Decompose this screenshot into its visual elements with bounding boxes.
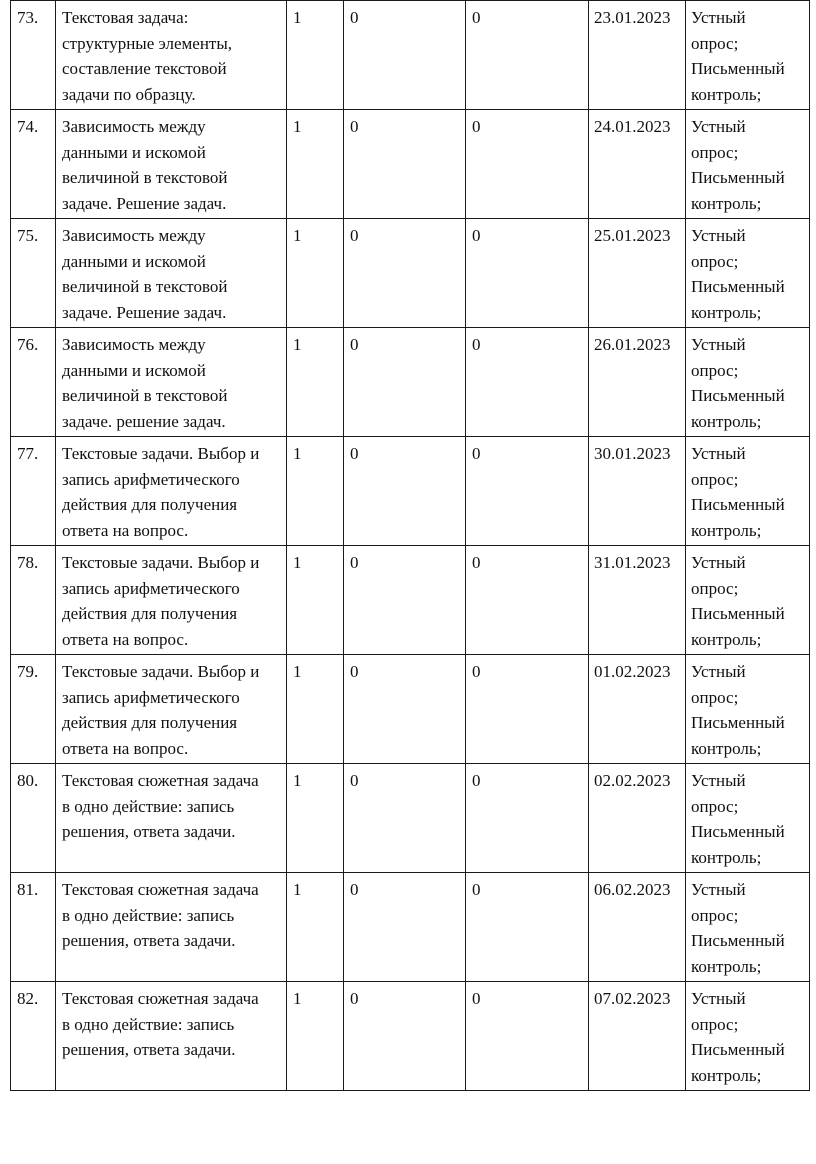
table-row — [11, 982, 810, 1091]
hours-practical-work: 0 — [466, 655, 589, 764]
control-form-line: Устный — [691, 117, 746, 136]
lesson-date: 07.02.2023 — [589, 982, 686, 1091]
lesson-topic-line: запись арифметического — [62, 469, 240, 489]
hours-control-work: 0 — [344, 328, 466, 437]
lesson-topic — [56, 982, 287, 1091]
control-form-line: контроль; — [691, 84, 762, 104]
lesson-plan-body — [11, 1, 810, 1091]
lesson-date: 24.01.2023 — [589, 110, 686, 219]
lesson-date: 23.01.2023 — [589, 1, 686, 110]
lesson-number: 75. — [11, 219, 56, 328]
hours-practical-work: 0 — [466, 764, 589, 873]
table-row — [11, 1, 810, 110]
lesson-topic-line: Зависимость между — [62, 226, 206, 245]
lesson-number: 73. — [11, 1, 56, 110]
control-form — [686, 982, 810, 1091]
control-form-line: Устный — [691, 771, 746, 790]
hours-total: 1 — [287, 110, 344, 219]
control-form-line: Устный — [691, 335, 746, 354]
hours-control-work: 0 — [344, 437, 466, 546]
lesson-number: 79. — [11, 655, 56, 764]
hours-practical-work: 0 — [466, 546, 589, 655]
control-form-line: опрос; — [691, 360, 739, 380]
lesson-number: 77. — [11, 437, 56, 546]
lesson-topic-line: данными и искомой — [62, 360, 206, 380]
lesson-topic-line: данными и искомой — [62, 142, 206, 162]
table-row — [11, 437, 810, 546]
lesson-topic-line: решения, ответа задачи. — [62, 1040, 236, 1060]
lesson-number: 74. — [11, 110, 56, 219]
control-form-line: Письменный — [691, 168, 785, 188]
lesson-date: 02.02.2023 — [589, 764, 686, 873]
control-form — [686, 219, 810, 328]
lesson-date: 01.02.2023 — [589, 655, 686, 764]
lesson-topic-line: величиной в текстовой — [62, 168, 228, 188]
lesson-topic-line: запись арифметического — [62, 578, 240, 598]
control-form-line: опрос; — [691, 578, 739, 598]
control-form — [686, 546, 810, 655]
table-row — [11, 873, 810, 982]
lesson-topic — [56, 110, 287, 219]
control-form — [686, 1, 810, 110]
lesson-topic-line: в одно действие: запись — [62, 1014, 235, 1034]
hours-total: 1 — [287, 655, 344, 764]
control-form-line: контроль; — [691, 847, 762, 867]
control-form-line: опрос; — [691, 142, 739, 162]
lesson-date: 30.01.2023 — [589, 437, 686, 546]
lesson-topic-line: запись арифметического — [62, 687, 240, 707]
control-form-line: контроль; — [691, 193, 762, 213]
hours-practical-work: 0 — [466, 110, 589, 219]
hours-practical-work: 0 — [466, 219, 589, 328]
lesson-topic-line: Текстовые задачи. Выбор и — [62, 444, 260, 463]
hours-total: 1 — [287, 1, 344, 110]
hours-practical-work: 0 — [466, 437, 589, 546]
control-form-line: Устный — [691, 444, 746, 463]
control-form-line: Устный — [691, 989, 746, 1008]
lesson-topic-line: задачи по образцу. — [62, 84, 196, 104]
control-form-line: Письменный — [691, 822, 785, 842]
control-form-line: контроль; — [691, 629, 762, 649]
control-form-line: контроль; — [691, 520, 762, 540]
control-form-line: Письменный — [691, 386, 785, 406]
lesson-date: 06.02.2023 — [589, 873, 686, 982]
hours-total: 1 — [287, 437, 344, 546]
lesson-topic-line: ответа на вопрос. — [62, 520, 189, 540]
lesson-topic-line: решения, ответа задачи. — [62, 822, 236, 842]
hours-total: 1 — [287, 873, 344, 982]
lesson-topic — [56, 219, 287, 328]
control-form-line: Письменный — [691, 1040, 785, 1060]
control-form — [686, 110, 810, 219]
hours-control-work: 0 — [344, 110, 466, 219]
hours-total: 1 — [287, 219, 344, 328]
lesson-topic-line: решения, ответа задачи. — [62, 931, 236, 951]
lesson-topic-line: в одно действие: запись — [62, 905, 235, 925]
control-form-line: Устный — [691, 880, 746, 899]
lesson-topic — [56, 655, 287, 764]
lesson-number: 76. — [11, 328, 56, 437]
hours-practical-work: 0 — [466, 873, 589, 982]
lesson-topic-line: Текстовые задачи. Выбор и — [62, 662, 260, 681]
lesson-date: 25.01.2023 — [589, 219, 686, 328]
lesson-topic-line: задаче. Решение задач. — [62, 193, 227, 213]
lesson-topic-line: величиной в текстовой — [62, 277, 228, 297]
lesson-topic-line: Зависимость между — [62, 117, 206, 136]
lesson-plan-table — [10, 0, 810, 1091]
hours-practical-work: 0 — [466, 982, 589, 1091]
control-form-line: Письменный — [691, 495, 785, 515]
hours-practical-work: 0 — [466, 1, 589, 110]
lesson-topic — [56, 328, 287, 437]
lesson-topic-line: Текстовая сюжетная задача — [62, 880, 259, 899]
control-form-line: контроль; — [691, 956, 762, 976]
control-form-line: Устный — [691, 8, 746, 27]
control-form-line: опрос; — [691, 905, 739, 925]
hours-total: 1 — [287, 764, 344, 873]
control-form-line: контроль; — [691, 738, 762, 758]
lesson-topic-line: данными и искомой — [62, 251, 206, 271]
lesson-topic — [56, 764, 287, 873]
table-row — [11, 219, 810, 328]
lesson-topic-line: задаче. решение задач. — [62, 411, 226, 431]
lesson-date: 26.01.2023 — [589, 328, 686, 437]
lesson-date: 31.01.2023 — [589, 546, 686, 655]
control-form — [686, 655, 810, 764]
lesson-topic — [56, 437, 287, 546]
table-row — [11, 110, 810, 219]
control-form-line: Письменный — [691, 277, 785, 297]
table-row — [11, 655, 810, 764]
control-form-line: Письменный — [691, 931, 785, 951]
lesson-topic-line: Текстовая сюжетная задача — [62, 989, 259, 1008]
control-form-line: опрос; — [691, 469, 739, 489]
control-form-line: опрос; — [691, 1014, 739, 1034]
hours-total: 1 — [287, 546, 344, 655]
control-form-line: Письменный — [691, 59, 785, 79]
control-form-line: контроль; — [691, 302, 762, 322]
hours-control-work: 0 — [344, 546, 466, 655]
control-form-line: контроль; — [691, 411, 762, 431]
control-form — [686, 328, 810, 437]
control-form — [686, 873, 810, 982]
lesson-topic-line: действия для получения — [62, 604, 238, 624]
hours-total: 1 — [287, 328, 344, 437]
hours-control-work: 0 — [344, 219, 466, 328]
control-form-line: Устный — [691, 553, 746, 572]
lesson-topic-line: Текстовая сюжетная задача — [62, 771, 259, 790]
lesson-topic-line: Зависимость между — [62, 335, 206, 354]
lesson-topic-line: величиной в текстовой — [62, 386, 228, 406]
control-form — [686, 764, 810, 873]
control-form — [686, 437, 810, 546]
lesson-topic-line: структурные элементы, — [62, 33, 233, 53]
lesson-topic-line: Текстовые задачи. Выбор и — [62, 553, 260, 572]
control-form-line: опрос; — [691, 251, 739, 271]
lesson-topic-line: ответа на вопрос. — [62, 629, 189, 649]
hours-control-work: 0 — [344, 1, 466, 110]
lesson-topic — [56, 546, 287, 655]
hours-practical-work: 0 — [466, 328, 589, 437]
control-form-line: опрос; — [691, 33, 739, 53]
hours-control-work: 0 — [344, 873, 466, 982]
lesson-number: 78. — [11, 546, 56, 655]
lesson-topic — [56, 873, 287, 982]
lesson-topic-line: ответа на вопрос. — [62, 738, 189, 758]
hours-total: 1 — [287, 982, 344, 1091]
table-row — [11, 328, 810, 437]
control-form-line: опрос; — [691, 796, 739, 816]
lesson-topic-line: действия для получения — [62, 495, 238, 515]
hours-control-work: 0 — [344, 655, 466, 764]
lesson-topic-line: Текстовая задача: — [62, 8, 189, 27]
control-form-line: Письменный — [691, 713, 785, 733]
control-form-line: Письменный — [691, 604, 785, 624]
table-row — [11, 546, 810, 655]
control-form-line: опрос; — [691, 687, 739, 707]
table-row — [11, 764, 810, 873]
lesson-number: 80. — [11, 764, 56, 873]
hours-control-work: 0 — [344, 764, 466, 873]
control-form-line: контроль; — [691, 1065, 762, 1085]
lesson-number: 81. — [11, 873, 56, 982]
lesson-topic-line: задаче. Решение задач. — [62, 302, 227, 322]
lesson-topic-line: действия для получения — [62, 713, 238, 733]
control-form-line: Устный — [691, 226, 746, 245]
lesson-number: 82. — [11, 982, 56, 1091]
control-form-line: Устный — [691, 662, 746, 681]
lesson-topic-line: составление текстовой — [62, 59, 227, 79]
lesson-topic — [56, 1, 287, 110]
hours-control-work: 0 — [344, 982, 466, 1091]
lesson-topic-line: в одно действие: запись — [62, 796, 235, 816]
